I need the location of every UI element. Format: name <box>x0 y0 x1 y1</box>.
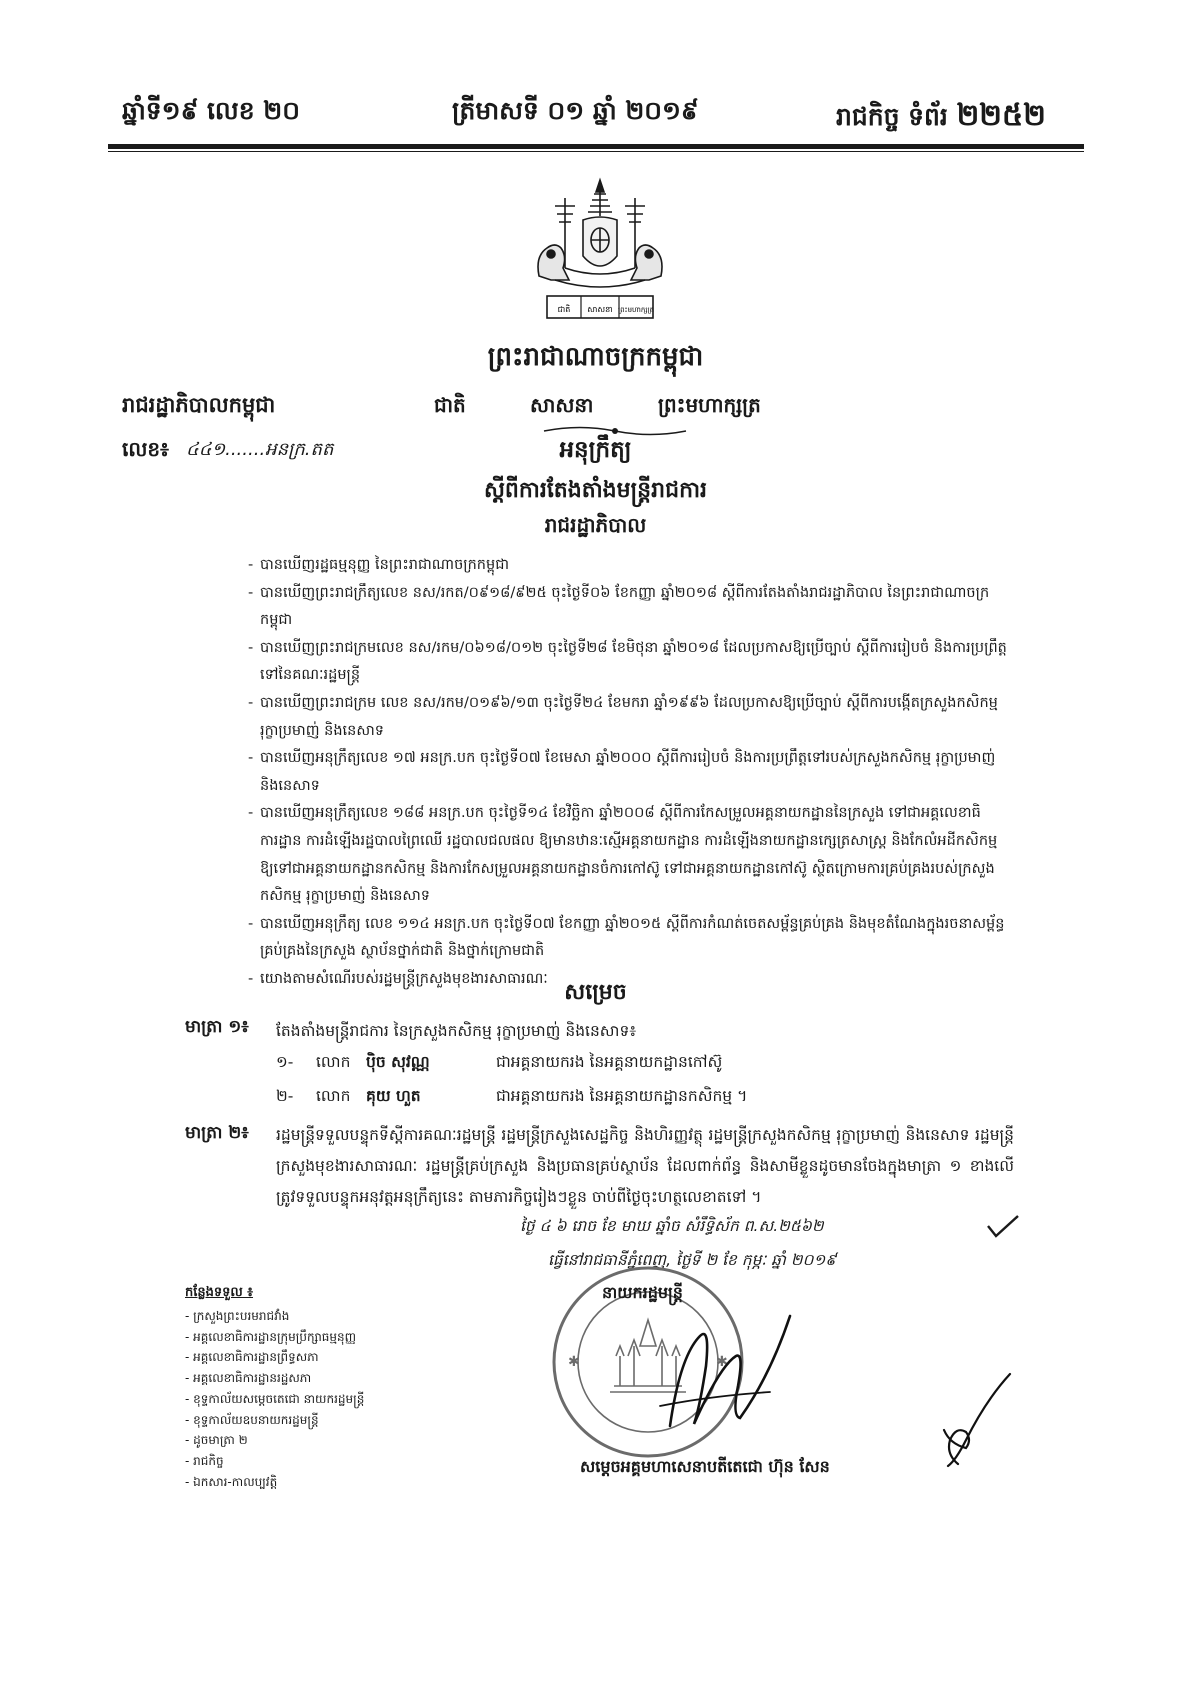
appointee-2-name: គុយ ហួត <box>366 1087 421 1105</box>
header-page <box>836 96 1046 140</box>
checkmark-icon <box>986 1214 1020 1240</box>
recipient-item: - អគ្គលេខាធិការដ្ឋានក្រុមប្រឹក្សាធម្មនុញ្ញ <box>185 1329 357 1344</box>
lunar-date: ថ្ងៃ ៤ ៦ រោច ខែ មាឃ ឆ្នាំច សំរឹទ្ធិស័ក ព.ស.២៥៦២ <box>520 1217 824 1235</box>
prime-minister-title: នាយករដ្ឋមន្ត្រី <box>602 1283 683 1302</box>
header-rule-thin <box>108 151 1084 152</box>
signature-icon <box>640 1296 800 1446</box>
header-page-label: រាជកិច្ច ទំព័រ <box>836 102 948 131</box>
recipient-item: - ឯកសារ-កាលប្បវត្តិ <box>185 1474 278 1489</box>
appointee-2-role: ជាអគ្គនាយករង នៃអគ្គនាយកដ្ឋានកសិកម្ម ។ <box>496 1087 748 1105</box>
appointee-2-title: លោក <box>316 1087 351 1105</box>
preamble-clauses <box>248 552 1018 994</box>
appointee-2-num: ២- <box>276 1087 294 1105</box>
recipient-item: - រាជកិច្ច <box>185 1453 224 1468</box>
recipients-title: កន្លែងទទួល ៖ <box>185 1285 254 1300</box>
preamble-clause: - បានឃើញអនុក្រឹត្យលេខ ១៨៨ អនក្រ.បក ចុះថ្ងៃទី១៤ ខែវិច្ឆិកា ឆ្នាំ២០០៨ ស្តីពីការកែសម្រួលអគ្គនាយកដ្ឋាននៃក្រសួង ទៅជាអគ្គលេខាធិការដ្ឋាន ការដំឡើងរដ្ឋបាលព្រៃឈើ រដ្ឋបាលជលផល ឱ្យមានឋានៈស្មើអគ្គនាយកដ្ឋាន ការដំឡើងនាយកដ្ឋានក្សេត្រសាស្ត្រ និងកែលំអដីកសិកម្ម ឱ្យទៅជាអគ្គនាយកដ្ឋានកសិកម្ម និងការកែសម្រួលអគ្គនាយកដ្ឋានចំការកៅស៊ូ ទៅជាអគ្គនាយកដ្ឋានកៅស៊ូ ស្ថិតក្រោមការគ្រប់គ្រងរបស់ក្រសួងកសិកម្ម រុក្ខាប្រមាញ់ និងនេសាទ <box>248 800 1018 910</box>
appointee-1-num: ១- <box>276 1053 294 1071</box>
decree-number-value: ៤៤១.......អនក្រ.តត <box>186 439 334 460</box>
initial-mark-icon <box>936 1370 1016 1470</box>
header-year-issue: ឆ្នាំទី១៩ លេខ ២០ <box>122 96 300 125</box>
appointee-1-role: ជាអគ្គនាយករង នៃអគ្គនាយកដ្ឋានកៅស៊ូ <box>496 1053 723 1071</box>
solar-date-place: ធ្វើនៅរាជធានីភ្នំពេញ, ថ្ងៃទី ២ ខែ កុម្ភៈ ឆ្នាំ ២០១៩ <box>548 1251 837 1269</box>
header-rule <box>108 144 1084 149</box>
government-name: រាជរដ្ឋាភិបាលកម្ពុជា <box>122 393 276 417</box>
kingdom-title: ព្រះរាជាណាចក្រកម្ពុជា <box>487 342 704 372</box>
banner-religion: សាសនា <box>587 305 613 314</box>
document-subject: ស្តីពីការតែងតាំងមន្ត្រីរាជការ <box>483 478 707 503</box>
article-1-text: តែងតាំងមន្ត្រីរាជការ នៃក្រសួងកសិកម្ម រុក្ខាប្រមាញ់ និងនេសាទ៖ <box>276 1022 637 1040</box>
article-2-label: មាត្រា ២៖ <box>185 1123 249 1143</box>
preamble-clause: - យោងតាមសំណើរបស់រដ្ឋមន្ត្រីក្រសួងមុខងារសាធារណៈ <box>248 966 1018 994</box>
decision-heading: សម្រេច <box>564 980 627 1005</box>
recipient-item: - អគ្គលេខាធិការដ្ឋានព្រឹទ្ធសភា <box>185 1350 319 1365</box>
banner-nation: ជាតិ <box>557 305 571 314</box>
recipients-list <box>185 1306 364 1492</box>
motto-king: ព្រះមហាក្សត្រ <box>658 393 761 417</box>
preamble-clause: - បានឃើញព្រះរាជក្រម លេខ នស/រកម/០១៩៦/១៣ ចុះថ្ងៃទី២៤ ខែមករា ឆ្នាំ១៩៩៦ ដែលប្រកាសឱ្យប្រើច្បាប់ ស្តីពីការបង្កើតក្រសួងកសិកម្ម រុក្ខាប្រមាញ់ និងនេសាទ <box>248 690 1018 745</box>
article-1-label: មាត្រា ១៖ <box>185 1017 249 1037</box>
svg-text:✱: ✱ <box>716 1354 728 1370</box>
motto-religion: សាសនា <box>530 393 594 417</box>
royal-coat-of-arms-icon <box>525 176 675 324</box>
header-quarter: ត្រីមាសទី ០១ ឆ្នាំ ២០១៩ <box>452 96 699 125</box>
recipient-item: - ខុទ្ទកាល័យសម្តេចតេជោ នាយករដ្ឋមន្ត្រី <box>185 1391 365 1406</box>
preamble-clause: - បានឃើញព្រះរាជក្រឹត្យលេខ នស/រកត/០៩១៨/៩២៥ ចុះថ្ងៃទី០៦ ខែកញ្ញា ឆ្នាំ២០១៨ ស្តីពីការតែងតាំងរាជរដ្ឋាភិបាល នៃព្រះរាជាណាចក្រកម្ពុជា <box>248 580 1018 635</box>
motto-nation: ជាតិ <box>434 393 466 417</box>
appointee-1-name: ប៉ិច សុវណ្ណ <box>366 1053 430 1071</box>
recipient-item: - អគ្គលេខាធិការដ្ឋានរដ្ឋសភា <box>185 1371 312 1386</box>
article-2-text: រដ្ឋមន្ត្រីទទួលបន្ទុកទីស្តីការគណៈរដ្ឋមន្ត្រី រដ្ឋមន្ត្រីក្រសួងសេដ្ឋកិច្ច និងហិរញ្ញវត្ថុ រដ្ឋមន្ត្រីក្រសួងកសិកម្ម រុក្ខាប្រមាញ់ និងនេសាទ រដ្ឋមន្ត្រីក្រសួងមុខងារសាធារណៈ រដ្ឋមន្ត្រីគ្រប់ក្រសួង និងប្រធានគ្រប់ស្ថាប័ន ដែលពាក់ព័ន្ធ និងសាមីខ្លួនដូចមានចែងក្នុងមាត្រា ១ ខាងលើ ត្រូវទទួលបន្ទុកអនុវត្តអនុក្រឹត្យនេះ តាមភារកិច្ចរៀងៗខ្លួន ចាប់ពីថ្ងៃចុះហត្ថលេខាតទៅ ។ <box>276 1126 1014 1206</box>
appointee-1-title: លោក <box>316 1053 351 1071</box>
recipient-item: - ដូចមាត្រា ២ <box>185 1433 248 1448</box>
svg-text:✱: ✱ <box>568 1354 580 1370</box>
preamble-clause: - បានឃើញអនុក្រឹត្យ លេខ ១១៤ អនក្រ.បក ចុះថ្ងៃទី០៧ ខែកញ្ញា ឆ្នាំ២០១៥ ស្តីពីការកំណត់ចេតសម្ព័ន្ធគ្រប់គ្រង និងមុខតំណែងក្នុងរចនាសម្ព័ន្ធគ្រប់គ្រងនៃក្រសួង ស្ថាប័នថ្នាក់ជាតិ និងថ្នាក់ក្រោមជាតិ <box>248 911 1018 966</box>
decree-number-label: លេខ៖ <box>122 437 169 461</box>
banner-king: ព្រះមហាក្សត្រ <box>618 306 654 314</box>
prime-minister-name: សម្តេចអគ្គមហាសេនាបតីតេជោ ហ៊ុន សែន <box>580 1457 830 1476</box>
document-type: អនុក្រឹត្យ <box>559 437 632 463</box>
document-issuer: រាជរដ្ឋាភិបាល <box>544 513 647 537</box>
preamble-clause: - បានឃើញអនុក្រឹត្យលេខ ១៧ អនក្រ.បក ចុះថ្ងៃទី០៧ ខែមេសា ឆ្នាំ២០០០ ស្តីពីការរៀបចំ និងការប្រព្រឹត្តទៅរបស់ក្រសួងកសិកម្ម រុក្ខាប្រមាញ់ និងនេសាទ <box>248 745 1018 800</box>
recipient-item: - ខុទ្ទកាល័យឧបនាយករដ្ឋមន្ត្រី <box>185 1412 319 1427</box>
header-page-number: ២២៥២ <box>956 98 1046 133</box>
preamble-clause: - បានឃើញព្រះរាជក្រមលេខ នស/រកម/០៦១៨/០១២ ចុះថ្ងៃទី២៨ ខែមិថុនា ឆ្នាំ២០១៨ ដែលប្រកាសឱ្យប្រើច្បាប់ ស្តីពីការរៀបចំ និងការប្រព្រឹត្តទៅនៃគណៈរដ្ឋមន្ត្រី <box>248 635 1018 690</box>
preamble-clause: - បានឃើញរដ្ឋធម្មនុញ្ញ នៃព្រះរាជាណាចក្រកម្ពុជា <box>248 552 1018 580</box>
recipient-item: - ក្រសួងព្រះបរមរាជវាំង <box>185 1309 290 1323</box>
